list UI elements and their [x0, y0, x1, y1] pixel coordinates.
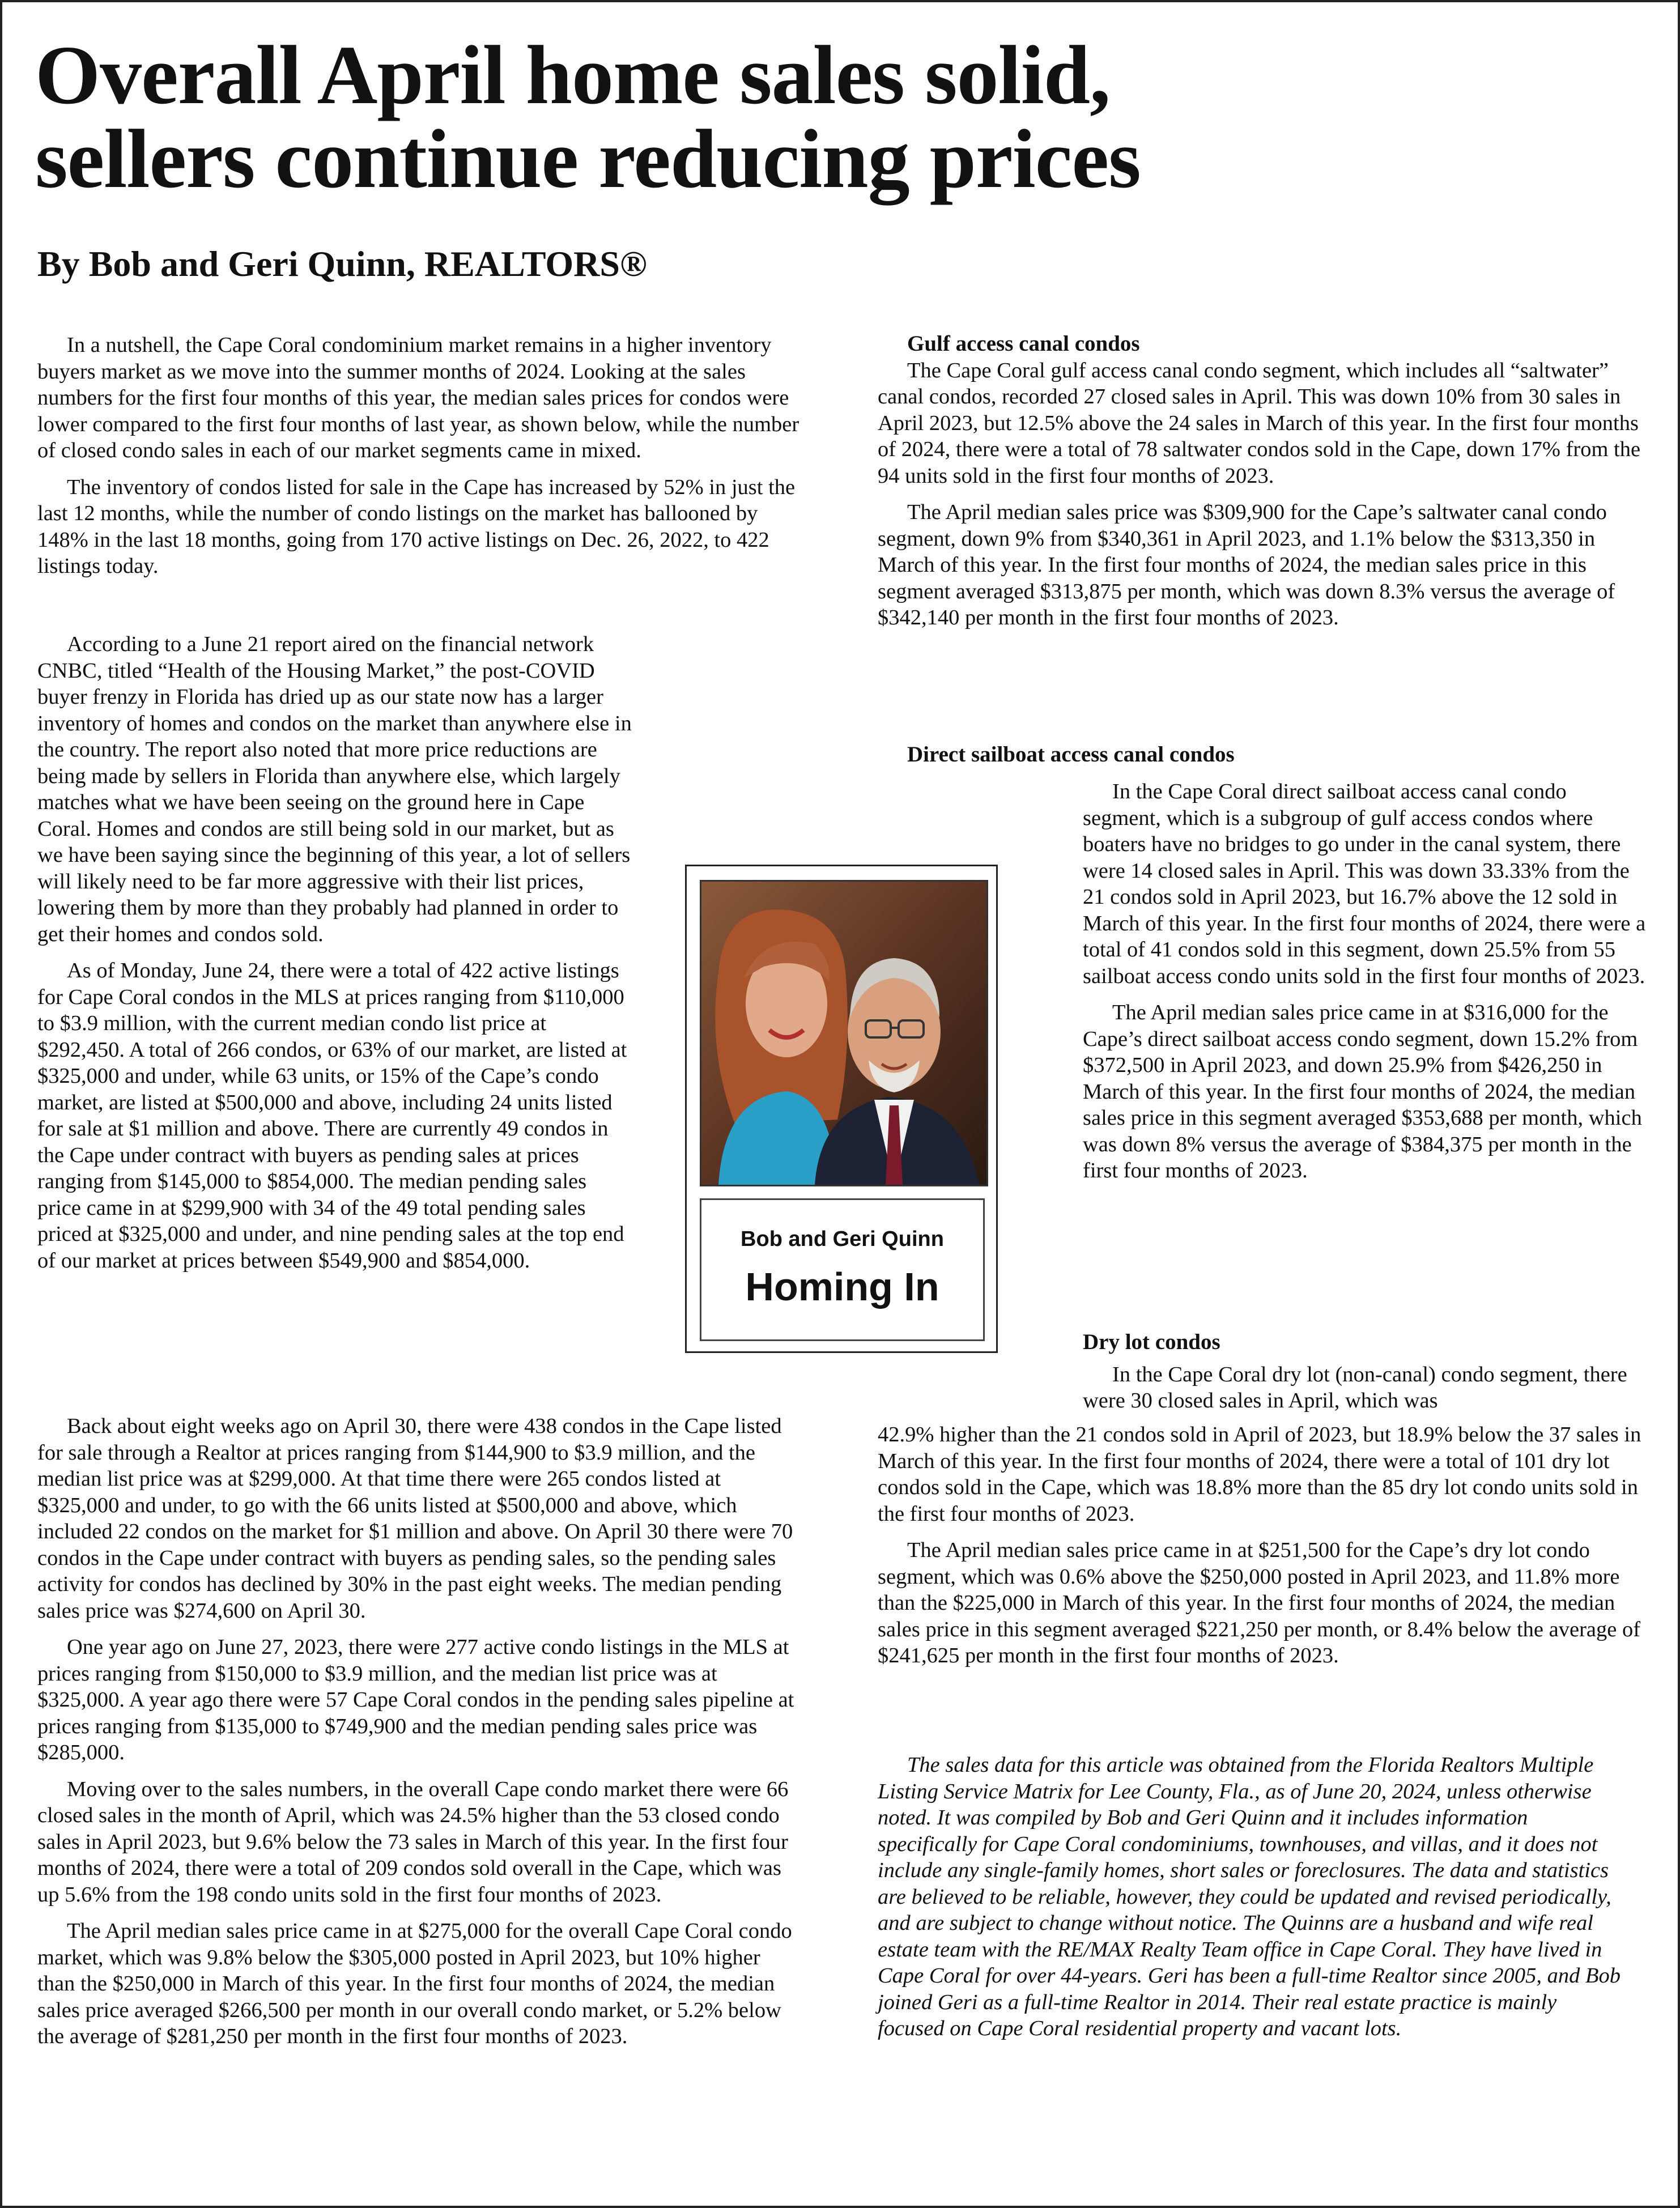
author-photo-box: [685, 865, 998, 1353]
right-column-gulf: [878, 331, 1645, 641]
paragraph: The sales data for this article was obtained from the Florida Realtors Multiple Listing Service Matrix for Lee County, Fla., as of June 20, 2024, unless otherwise noted. It was compiled by Bob and Geri Quinn and it includes information specifically for Cape Coral condominiums, townhouses, and villas, and it does not include any single-family homes, short sales or foreclosures. The data and statistics are believed to be reliable, however, they could be updated and revised periodically, and are subject to change without notice. The Quinns are a husband and wife real estate team with the RE/MAX Realty Team office in Cape Coral. They have lived in Cape Coral for over 44-years. Geri has been a full-time Realtor since 2005, and Bob joined Geri as a full-time Realtor in 2014. Their real estate practice is mainly focused on Cape Coral residential property and vacant lots.: [878, 1753, 1621, 2040]
left-column-middle: [37, 631, 632, 1284]
paragraph: The inventory of condos listed for sale in the Cape has increased by 52% in just the last 12 months, while the number of condo listings on the market has ballooned by 148% in the last 18 months, going from 170 active listings on Dec. 26, 2022, to 422 listings today.: [37, 475, 796, 578]
dry-lot-heading: Dry lot condos: [1083, 1330, 1220, 1354]
right-column-dry-top: [1083, 1329, 1649, 1414]
paragraph: In the Cape Coral dry lot (non-canal) condo segment, there were 30 closed sales in April, which was: [1083, 1362, 1627, 1413]
headline-line-1: Overall April home sales solid,: [35, 29, 1111, 122]
paragraph: In a nutshell, the Cape Coral condominium market remains in a higher inventory buyers market as we move into the summer months of 2024. Looking at the sales numbers for the first four months of this year, the median sales prices for condos were lower compared to the first four months of last year, as shown below, while the number of closed condo sales in each of our market segments came in mixed.: [37, 333, 799, 462]
right-column-sailboat: [1083, 778, 1649, 1194]
author-photo-illustration: [701, 882, 986, 1185]
byline: By Bob and Geri Quinn, REALTORS®: [37, 244, 647, 284]
paragraph: Back about eight weeks ago on April 30, there were 438 condos in the Cape listed for sale through a Realtor at prices ranging from $144,900 to $3.9 million, and the median list price was at $299,000. At that time there were 265 condos listed at $325,000 and under, to go with the 66 units listed at $500,000 and above, which included 22 condos on the market for $1 million and above. On April 30 there were 70 condos in the Cape under contract with buyers as pending sales, so the pending sales activity for condos has declined by 30% in the past eight weeks. The median pending sales price was $274,600 on April 30.: [37, 1414, 793, 1623]
paragraph: Moving over to the sales numbers, in the overall Cape condo market there were 66 closed sales in the month of April, which was 24.5% higher than the 53 closed condo sales in April 2023, but 9.6% below the 73 sales in March of this year. In the first four months of 2024, there were a total of 209 condos sold overall in the Cape, which was up 5.6% from the 198 condo units sold in the first four months of 2023.: [37, 1777, 789, 1907]
paragraph: The Cape Coral gulf access canal condo segment, which includes all “saltwater” canal condos, recorded 27 closed sales in April. This was down 10% from 30 sales in April 2023, but 12.5% above the 24 sales in March of this year. In the first four months of 2024, there were a total of 78 saltwater condos sold in the Cape, down 17% from the 94 units sold in the first four months of 2023.: [878, 358, 1641, 488]
paragraph: The April median sales price came in at $316,000 for the Cape’s direct sailboat access condo segment, down 15.2% from $372,500 in April 2023, and down 25.9% from $426,250 in March of this year. In the first four months of 2024, the median sales price in this segment averaged $353,688 per month, which was down 8% versus the average of $384,375 per month in the first four months of 2023.: [1083, 1001, 1642, 1182]
paragraph: In the Cape Coral direct sailboat access canal condo segment, which is a subgroup of gulf access condos where boaters have no bridges to go under in the canal system, there were 14 closed sales in April. This was down 33.33% from the 21 condos sold in April 2023, but 16.7% above the 12 sold in March of this year. In the first four months of 2024, there were a total of 41 condos sold in this segment, down 25.5% from 55 sailboat access condo units sold in the first four months of 2023.: [1083, 780, 1646, 988]
sailboat-access-heading: Direct sailboat access canal condos: [907, 742, 1235, 767]
sailboat-heading-block: [878, 742, 1645, 768]
caption-names: Bob and Geri Quinn: [741, 1227, 944, 1251]
left-column-bottom: [37, 1413, 802, 2060]
paragraph: One year ago on June 27, 2023, there were 277 active condo listings in the MLS at prices ranging from $150,000 to $3.9 million, and the median list price was at $325,000. A year ago there were 57 Cape Coral condos in the pending sales pipeline at prices ranging from $135,000 to $749,900 and the median pending sales price was $285,000.: [37, 1635, 794, 1764]
paragraph: The April median sales price came in at $251,500 for the Cape’s dry lot condo segment, which was 0.6% above the $250,000 posted in April 2023, and 11.8% more than the $225,000 in March of this year. In the first four months of 2024, the median sales price in this segment averaged $221,250 per month, or 8.4% below the average of $241,625 per month in the first four months of 2023.: [878, 1538, 1641, 1667]
left-column-top: [37, 332, 802, 590]
headline-line-2: sellers continue reducing prices: [35, 113, 1141, 206]
column-title: Homing In: [745, 1265, 939, 1309]
gulf-access-heading: Gulf access canal condos: [907, 331, 1140, 356]
author-photo: [700, 880, 988, 1186]
right-column-dry: [878, 1422, 1645, 1679]
paragraph: 42.9% higher than the 21 condos sold in April of 2023, but 18.9% below the 37 sales in March of this year. In the first four months of 2024, there were a total of 101 dry lot condos sold in the Cape, which was 18.8% more than the 85 dry lot condo units sold in the first four months of 2023.: [878, 1423, 1641, 1526]
photo-caption: [700, 1198, 985, 1341]
paragraph: The April median sales price was $309,900 for the Cape’s saltwater canal condo segment, down 9% from $340,361 in April 2023, and 1.1% below the $313,350 in March of this year. In the first four months of 2024, the median sales price in this segment averaged $313,875 per month, which was down 8.3% versus the average of $342,140 per month in the first four months of 2023.: [878, 500, 1615, 629]
data-source-note: [878, 1752, 1626, 2052]
headline: [35, 29, 1622, 206]
paragraph: The April median sales price came in at $275,000 for the overall Cape Coral condo market, which was 9.8% below the $305,000 posted in April 2023, but 10% higher than the $250,000 in March of this year. In the first four months of 2024, the median sales price averaged $266,500 per month in our overall condo market, or 5.2% below the average of $281,250 per month in the first four months of 2023.: [37, 1919, 792, 2048]
paragraph: As of Monday, June 24, there were a total of 422 active listings for Cape Coral condos in the MLS at prices ranging from $110,000 to $3.9 million, with the current median condo list price at $292,450. A total of 266 condos, or 63% of our market, are listed at $325,000 and under, while 63 units, or 15% of the Cape’s condo market, are listed at $500,000 and above, including 24 units listed for sale at $1 million and above. There are currently 49 condos in the Cape under contract with buyers as pending sales at prices ranging from $145,000 to $854,000. The median pending sales price came in at $299,900 with 34 of the 49 total pending sales priced at $325,000 and under, and nine pending sales at the top end of our market at prices between $549,900 and $854,000.: [37, 959, 627, 1273]
paragraph: According to a June 21 report aired on the financial network CNBC, titled “Health of the Housing Market,” the post-COVID buyer frenzy in Florida has dried up as our state now has a larger inventory of homes and condos on the market than anywhere else in the country. The report also noted that more price reductions are being made by sellers in Florida than anywhere else, which largely matches what we have been seeing on the ground here in Cape Coral. Homes and condos are still being sold in our market, but as we have been saying since the beginning of this year, a lot of sellers will likely need to be far more aggressive with their list prices, lowering them by more than they probably had planned in order to get their homes and condos sold.: [37, 632, 632, 946]
